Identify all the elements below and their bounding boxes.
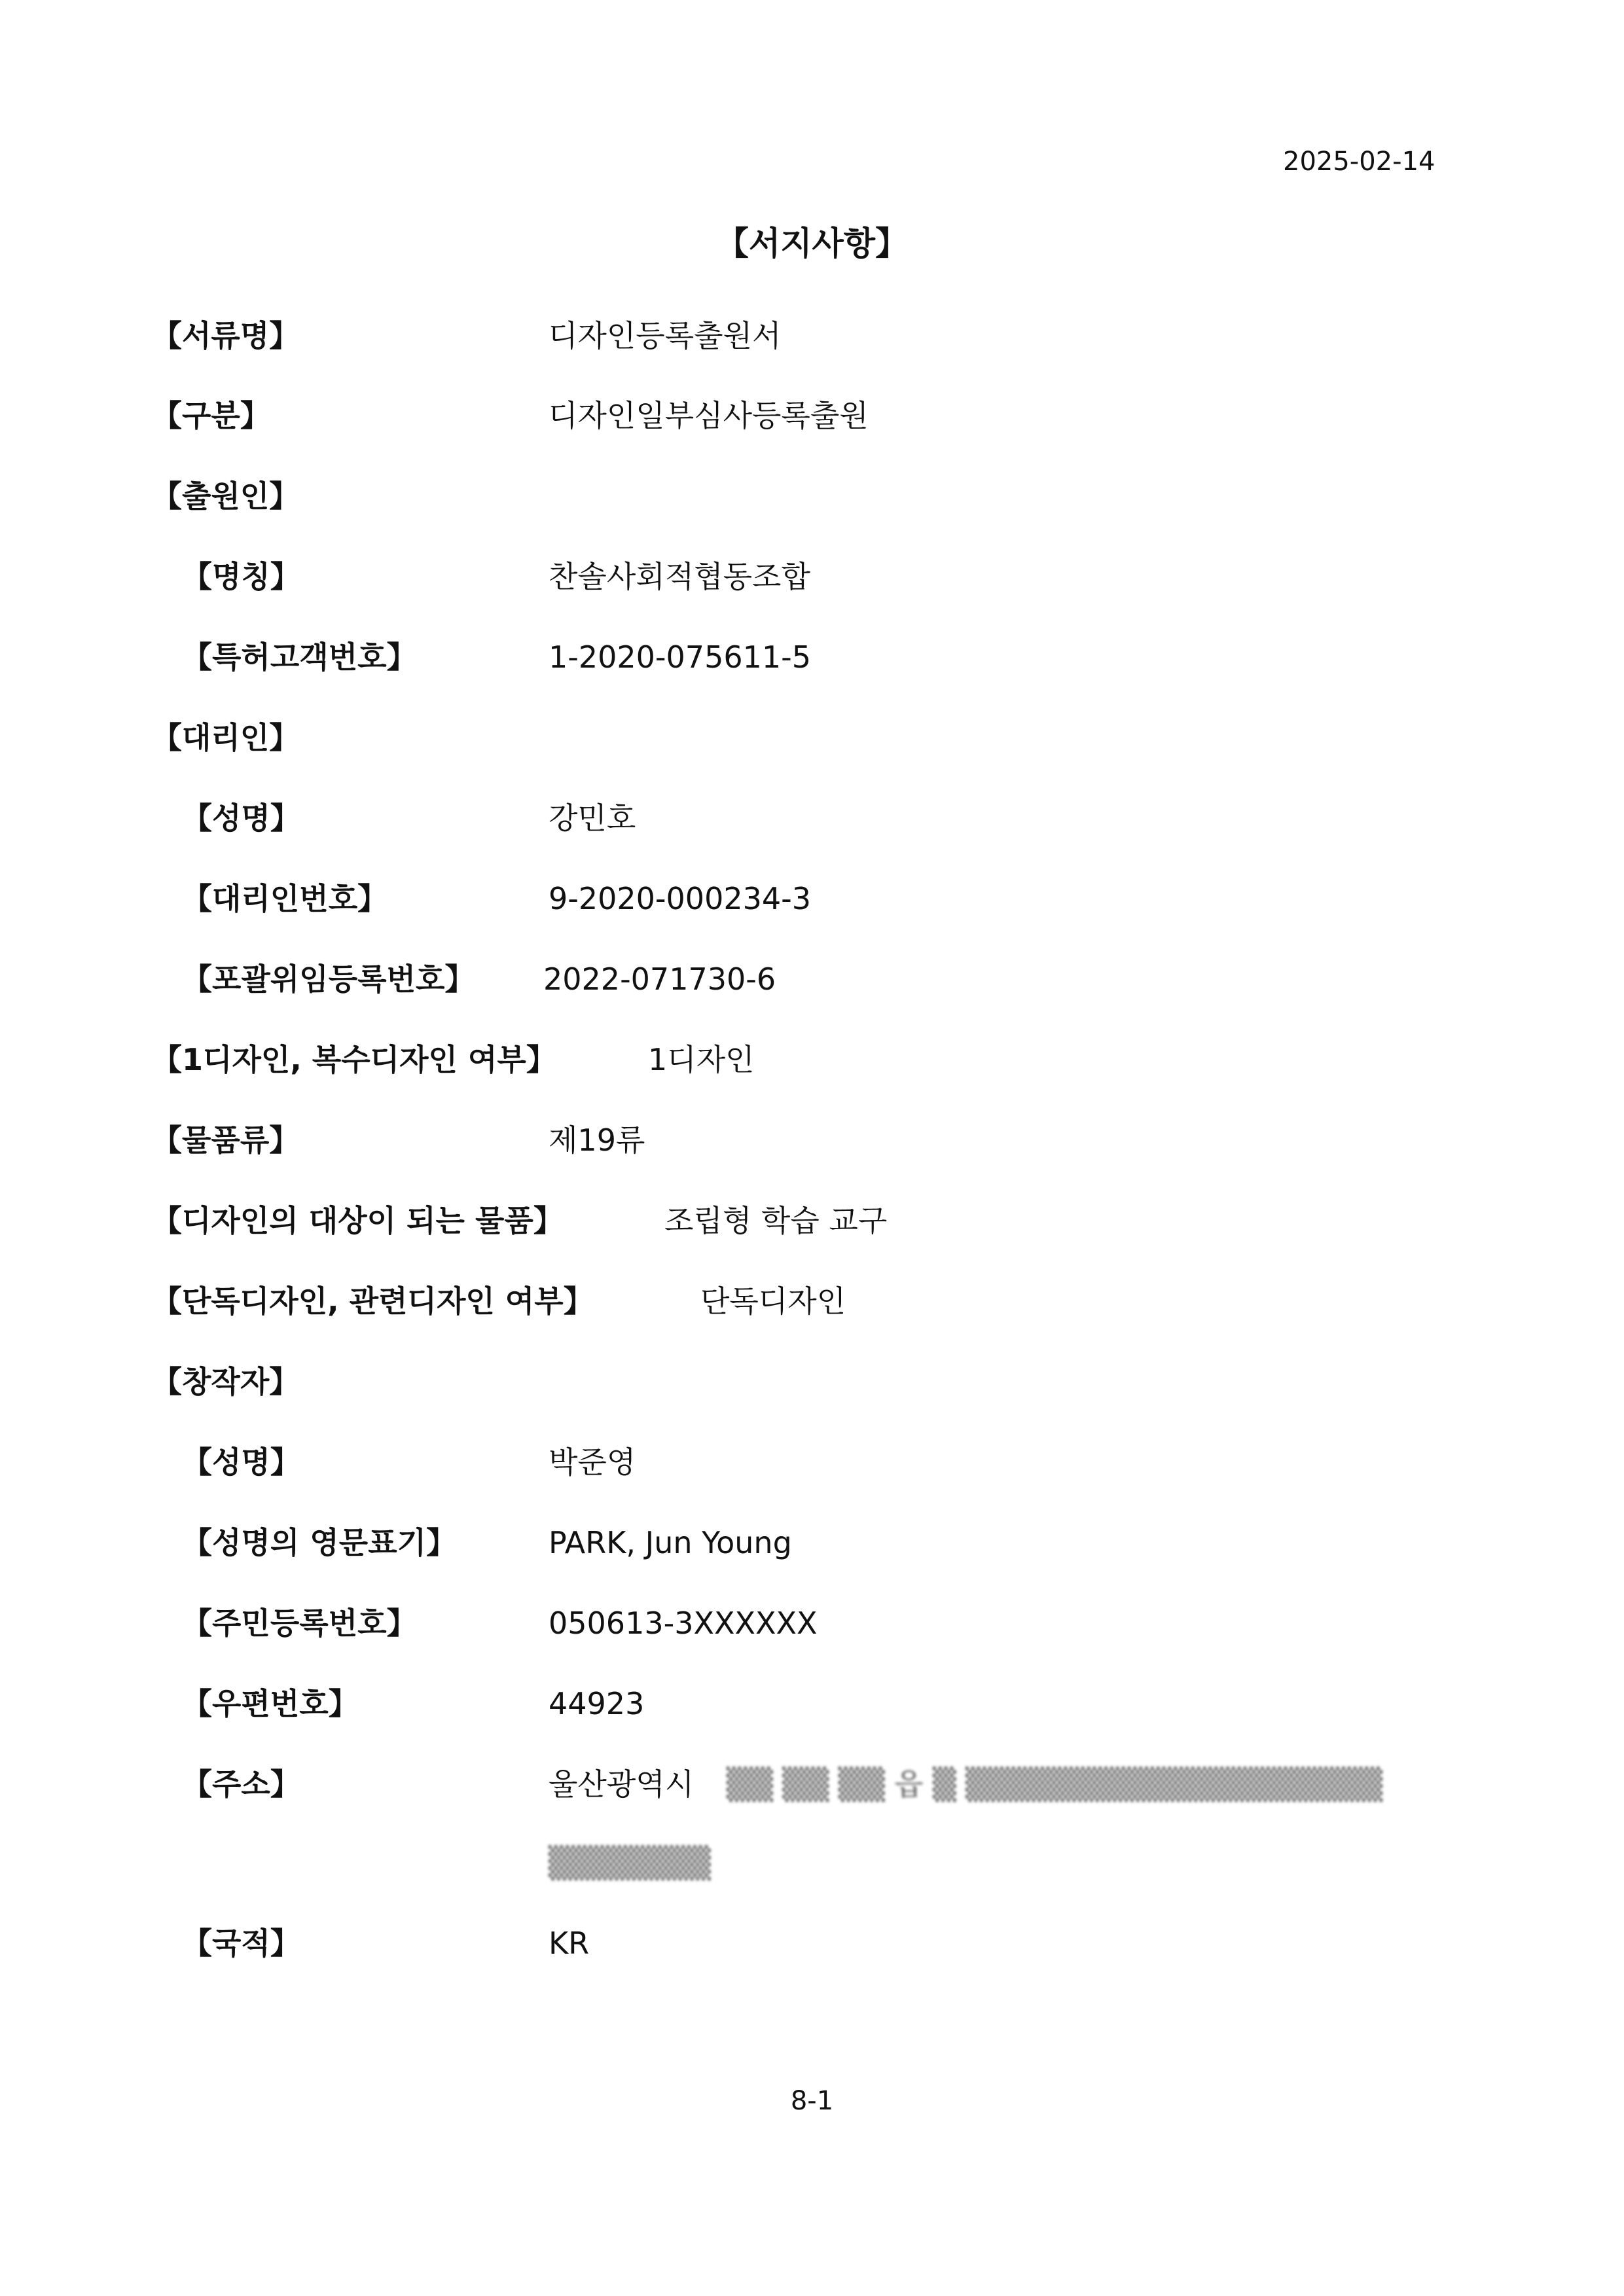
row-address [0, 1761, 1624, 1807]
address-label: 【주소】 [182, 1767, 300, 1802]
design-count-value: 1디자인 [648, 1042, 755, 1077]
agent-no-value: 9-2020-000234-3 [549, 881, 811, 916]
row-resident-no [0, 1600, 1624, 1646]
article-class-label: 【물품류】 [152, 1122, 300, 1158]
address-value-line1-obscured: ▒▒ ▒▒ ▒▒ 읍 ▒ ▒▒▒▒▒▒▒▒▒▒▒▒▒▒▒▒▒▒ [727, 1767, 1382, 1802]
doc-name-label: 【서류명】 [152, 318, 300, 353]
customer-no-value: 1-2020-075611-5 [549, 639, 811, 675]
row-creator [0, 1359, 1624, 1405]
postal-code-value: 44923 [549, 1686, 645, 1721]
applicant-name-label: 【명칭】 [182, 559, 300, 594]
creator-name-label: 【성명】 [182, 1444, 300, 1480]
category-label: 【구분】 [152, 398, 270, 433]
address-value-line1: 울산광역시 [549, 1767, 695, 1802]
resident-no-value: 050613-3XXXXXX [549, 1605, 818, 1641]
design-article-value: 조립형 학습 교구 [664, 1203, 888, 1238]
row-agent-no [0, 876, 1624, 922]
row-nationality [0, 1920, 1624, 1966]
row-creator-name-en [0, 1520, 1624, 1566]
creator-name-en-label: 【성명의 영문표기】 [182, 1525, 457, 1560]
general-poa-no-value: 2022-071730-6 [543, 961, 776, 997]
row-design-type [0, 1278, 1624, 1324]
row-article-class [0, 1117, 1624, 1163]
row-doc-name [0, 313, 1624, 359]
agent-name-value: 강민호 [549, 800, 636, 836]
row-general-poa-no [0, 956, 1624, 1002]
row-design-article [0, 1198, 1624, 1244]
resident-no-label: 【주민등록번호】 [182, 1605, 417, 1641]
doc-name-value: 디자인등록출원서 [549, 318, 782, 353]
page-number: 8-1 [790, 2086, 834, 2116]
customer-no-label: 【특허고객번호】 [182, 639, 417, 675]
row-postal-code [0, 1681, 1624, 1727]
nationality-value: KR [549, 1926, 590, 1961]
nationality-label: 【국적】 [182, 1926, 300, 1961]
row-agent-name [0, 795, 1624, 841]
creator-name-value: 박준영 [549, 1444, 636, 1480]
row-address-line2 [0, 1840, 1624, 1886]
applicant-name-value: 찬솔사회적협동조합 [549, 559, 810, 594]
creator-label: 【창작자】 [152, 1364, 300, 1399]
agent-name-label: 【성명】 [182, 800, 300, 836]
design-type-value: 단독디자인 [700, 1283, 846, 1319]
row-agent [0, 715, 1624, 761]
category-value: 디자인일부심사등록출원 [549, 398, 869, 433]
row-customer-no [0, 634, 1624, 680]
design-count-label: 【1디자인, 복수디자인 여부】 [152, 1042, 556, 1077]
row-applicant-name [0, 554, 1624, 600]
agent-label: 【대리인】 [152, 720, 300, 755]
design-article-label: 【디자인의 대상이 되는 물품】 [152, 1203, 564, 1238]
design-type-label: 【단독디자인, 관련디자인 여부】 [152, 1283, 594, 1319]
applicant-label: 【출원인】 [152, 478, 300, 514]
address-value-line2-obscured: ▒▒▒▒▒▒▒ [549, 1845, 711, 1880]
agent-no-label: 【대리인번호】 [182, 881, 388, 916]
row-creator-name [0, 1439, 1624, 1485]
document-date: 2025-02-14 [1283, 147, 1435, 177]
creator-name-en-value: PARK, Jun Young [549, 1525, 792, 1560]
row-category [0, 393, 1624, 439]
postal-code-label: 【우편번호】 [182, 1686, 359, 1721]
row-applicant [0, 473, 1624, 519]
row-design-count [0, 1037, 1624, 1083]
document-title: 【서지사항】 [715, 224, 909, 262]
general-poa-no-label: 【포괄위임등록번호】 [182, 961, 475, 997]
article-class-value: 제19류 [549, 1122, 645, 1158]
